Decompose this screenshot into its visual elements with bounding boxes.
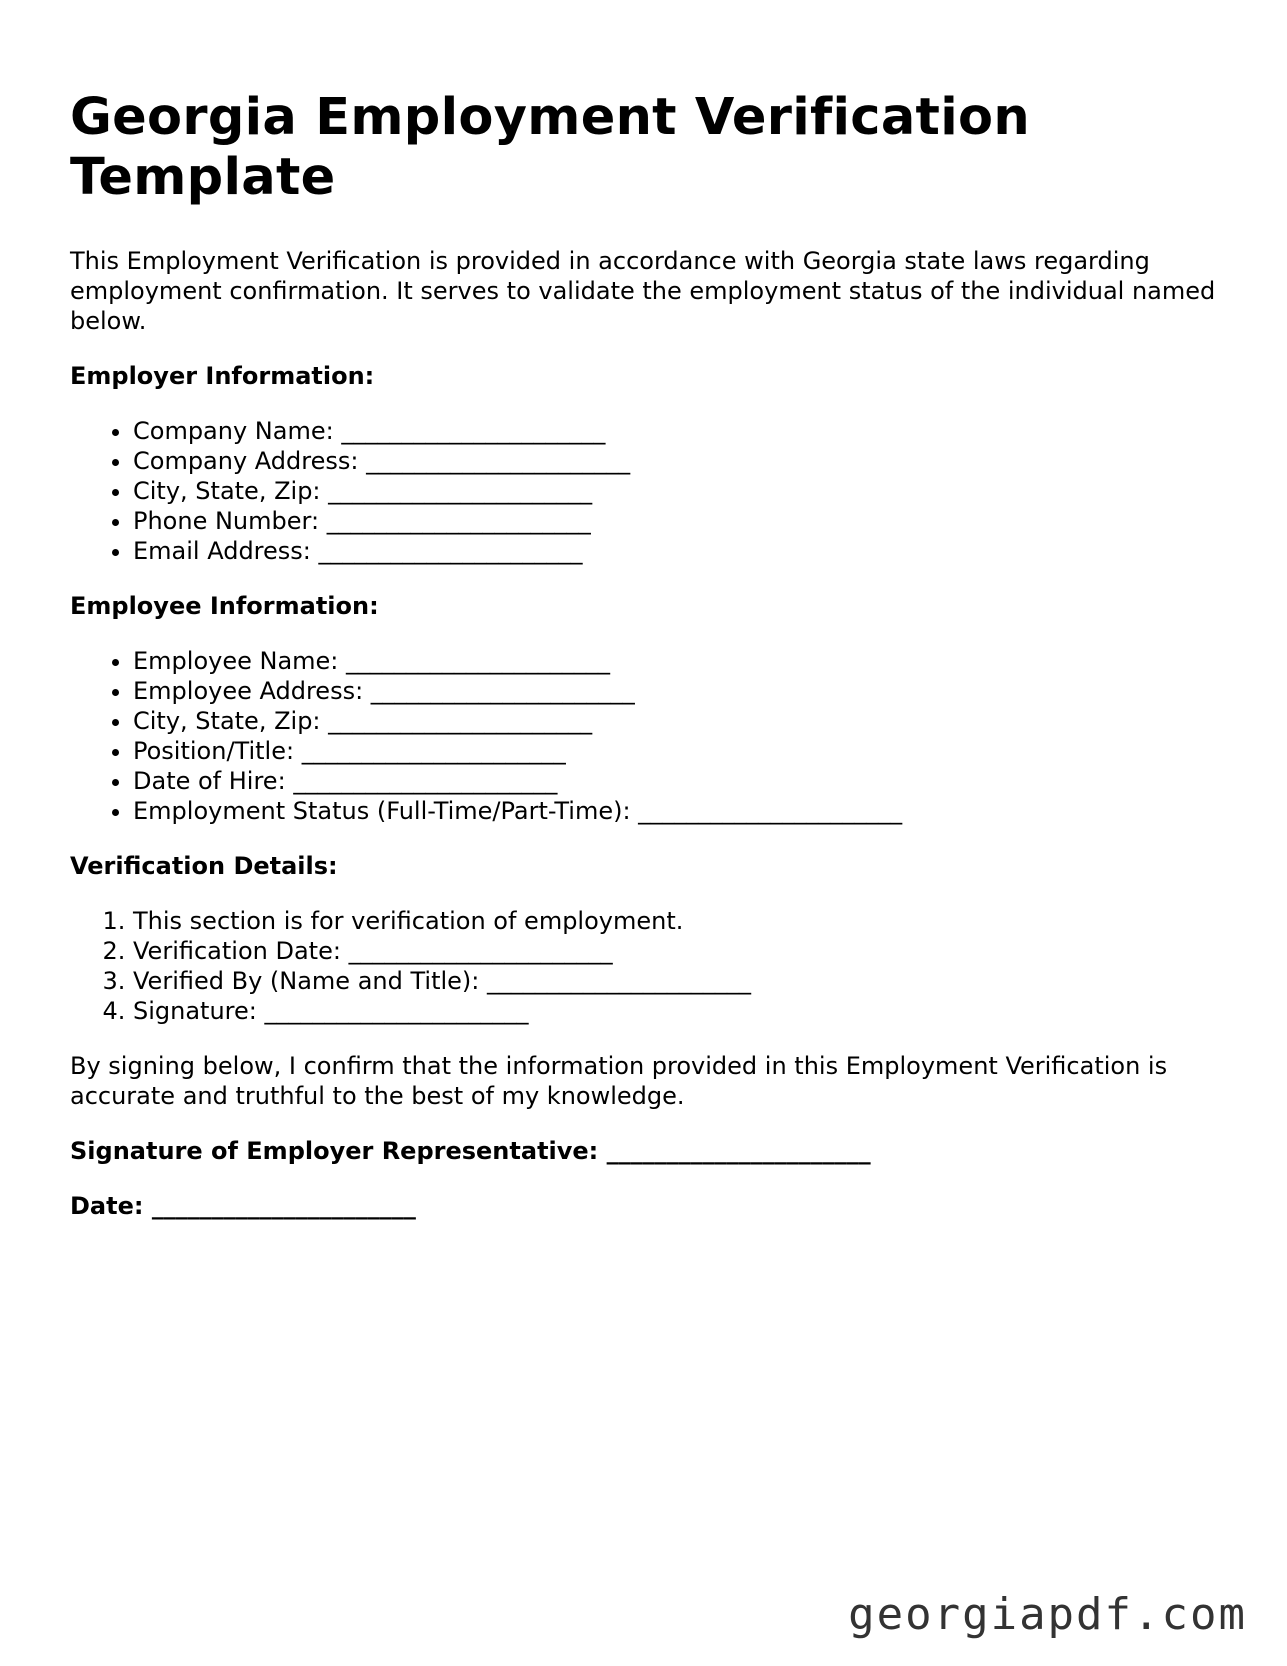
verification-section-heading: Verification Details: [70,852,338,880]
list-item [133,936,1230,966]
list-item [133,796,1230,826]
blank-line: ______________________ [370,677,635,705]
list-item [133,536,1230,566]
field-label: Employee Address: [133,677,364,705]
field-label: City, State, Zip: [133,477,321,505]
employer-field-list [70,416,1230,566]
blank-line: ______________________ [366,447,631,475]
list-item [133,966,1230,996]
blank-line: ______________________ [346,647,611,675]
list-item [133,996,1230,1026]
verification-statement: This section is for verification of employment. [133,907,684,935]
field-label: Signature: [133,997,257,1025]
list-item [133,766,1230,796]
field-label: Company Name: [133,417,334,445]
field-label: City, State, Zip: [133,707,321,735]
intro-paragraph: This Employment Verification is provided in accordance with Georgia state laws regarding employment confirmation. It serves to validate the employment status of the individual named below. [70,247,1216,335]
field-label: Phone Number: [133,507,320,535]
list-item [133,906,1230,936]
field-label: Verification Date: [133,937,341,965]
confirmation-paragraph: By signing below, I confirm that the information provided in this Employment Verification is accurate and truthful to the best of my knowledge. [70,1052,1168,1110]
date-line [70,1191,1230,1221]
blank-line: ______________________ [606,1137,871,1165]
blank-line: ______________________ [328,477,593,505]
blank-line: ______________________ [151,1192,416,1220]
signature-label: Signature of Employer Representative: [70,1137,599,1165]
employer-section-heading: Employer Information: [70,362,375,390]
blank-line: ______________________ [638,797,903,825]
list-item [133,646,1230,676]
field-label: Position/Title: [133,737,295,765]
list-item [133,736,1230,766]
site-watermark: georgiapdf.com [848,1589,1247,1640]
blank-line: ______________________ [293,767,558,795]
employer-signature-line [70,1136,1230,1166]
field-label: Verified By (Name and Title): [133,967,480,995]
field-label: Email Address: [133,537,311,565]
employee-section-heading: Employee Information: [70,592,379,620]
list-item [133,676,1230,706]
field-label: Company Address: [133,447,359,475]
list-item [133,446,1230,476]
list-item [133,476,1230,506]
list-item [133,706,1230,736]
field-label: Date of Hire: [133,767,286,795]
list-item [133,506,1230,536]
blank-line: ______________________ [341,417,606,445]
blank-line: ______________________ [301,737,566,765]
employee-field-list [70,646,1230,826]
list-item [133,416,1230,446]
field-label: Employee Name: [133,647,339,675]
date-label: Date: [70,1192,144,1220]
blank-line: ______________________ [318,537,583,565]
verification-field-list [70,906,1230,1026]
blank-line: ______________________ [328,707,593,735]
blank-line: ______________________ [348,937,613,965]
blank-line: ______________________ [487,967,751,995]
blank-line: ______________________ [326,507,591,535]
field-label: Employment Status (Full-Time/Part-Time): [133,797,631,825]
blank-line: ______________________ [264,997,529,1025]
document-page [70,88,1230,1246]
document-title: Georgia Employment Verification Template [70,88,1030,207]
